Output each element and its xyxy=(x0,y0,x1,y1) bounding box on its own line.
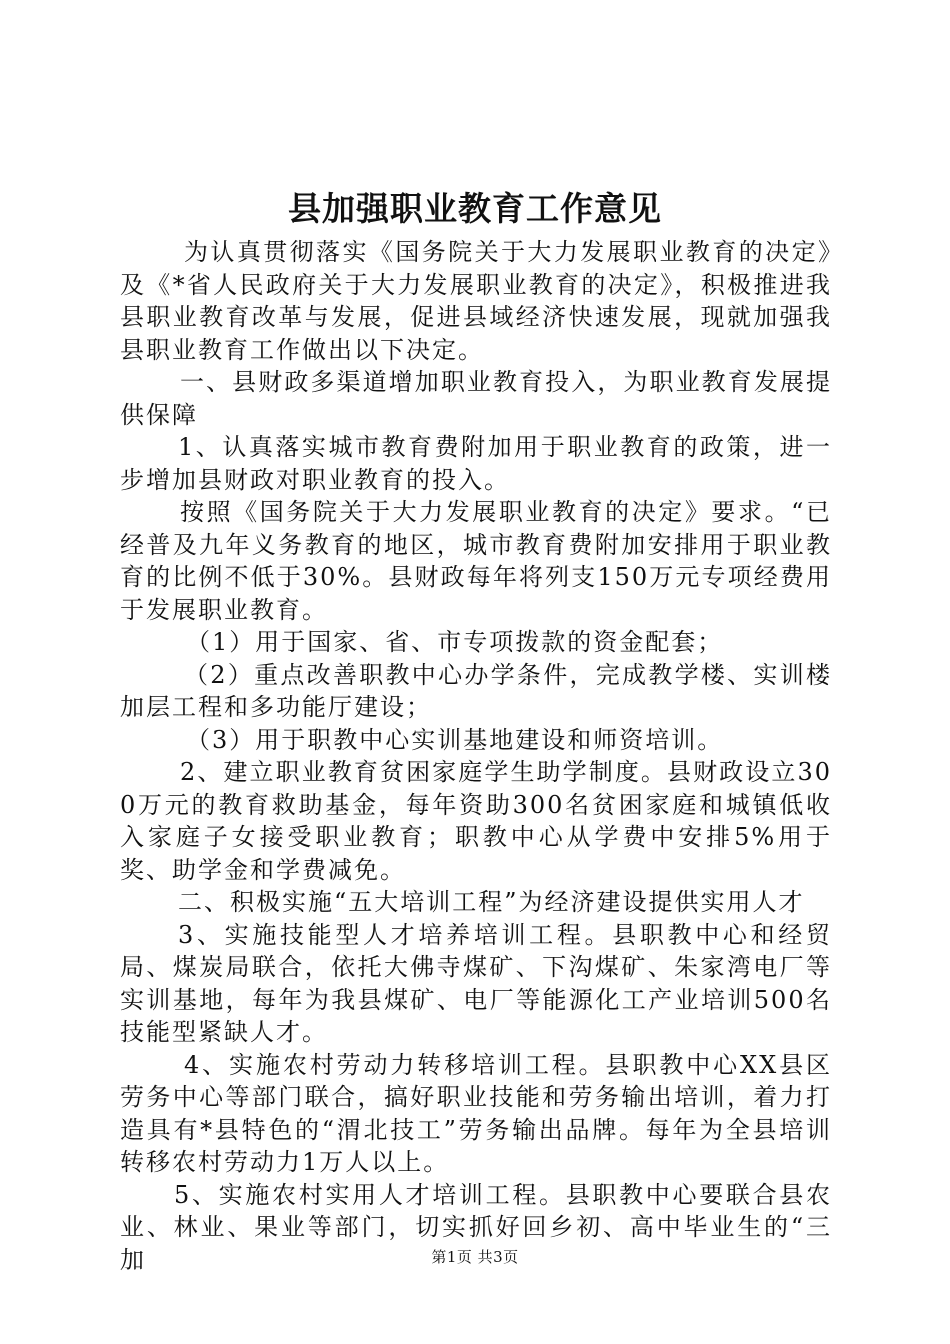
list-item: （1）用于国家、省、市专项拨款的资金配套； xyxy=(186,628,724,656)
paragraph: 为认真贯彻落实《国务院关于大力发展职业教育的决定》及《*省人民政府关于大力发展职业教育的决定》，积极推进我县职业教育改革与发展，促进县域经济快速发展，现就加强我县职业教育工作做出以下决定。 xyxy=(120,238,832,364)
paragraph: 4、实施农村劳动力转移培训工程。县职教中心XX县区劳务中心等部门联合，搞好职业技能和劳务输出培训，着力打造具有*县特色的“渭北技工”劳务输出品牌。每年为全县培训转移农村劳动力1万人以上。 xyxy=(120,1050,832,1176)
paragraph: 按照《国务院关于大力发展职业教育的决定》要求。“已经普及九年义务教育的地区，城市教育费附加安排用于职业教育的比例不低于30%。县财政每年将列支150万元专项经费用于发展职业教育。 xyxy=(120,498,832,624)
paragraph: 3、实施技能型人才培养培训工程。县职教中心和经贸局、煤炭局联合，依托大佛寺煤矿、下沟煤矿、朱家湾电厂等实训基地，每年为我县煤矿、电厂等能源化工产业培训500名技能型紧缺人才。 xyxy=(120,920,832,1046)
document-title: 县加强职业教育工作意见 xyxy=(288,189,662,228)
list-item: （2）重点改善职教中心办学条件，完成教学楼、实训楼加层工程和多功能厅建设； xyxy=(120,660,832,721)
paragraph: 2、建立职业教育贫困家庭学生助学制度。县财政设立300万元的教育救助基金，每年资助300名贫困家庭和城镇低收入家庭子女接受职业教育；职教中心从学费中安排5%用于奖、助学金和学费减免。 xyxy=(120,758,832,884)
page-footer: 第1页 共3页 xyxy=(431,1248,519,1266)
list-item: （3）用于职教中心实训基地建设和师资培训。 xyxy=(186,725,724,754)
section-heading: 二、积极实施“五大培训工程”为经济建设提供实用人才 xyxy=(178,888,805,916)
paragraph: 5、实施农村实用人才培训工程。县职教中心要联合县农业、林业、果业等部门，切实抓好回乡初、高中毕业生的“三加 xyxy=(120,1180,832,1274)
document-body xyxy=(120,236,832,1276)
paragraph: 1、认真落实城市教育费附加用于职业教育的政策，进一步增加县财政对职业教育的投入。 xyxy=(120,433,832,494)
section-heading: 一、县财政多渠道增加职业教育投入，为职业教育发展提供保障 xyxy=(120,368,832,429)
